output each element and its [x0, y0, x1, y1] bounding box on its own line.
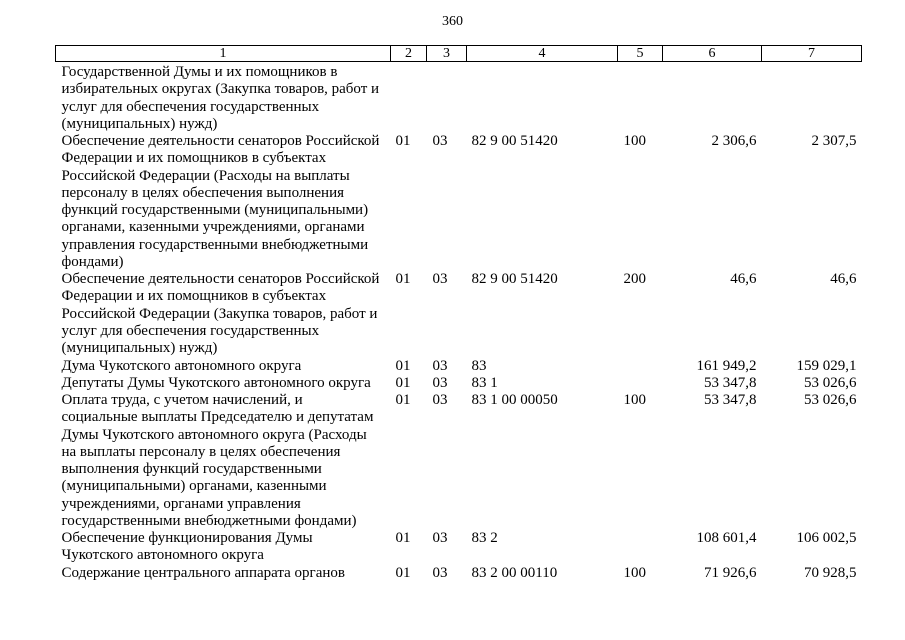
- section-code: 01: [395, 530, 411, 547]
- column-header-5: 5: [618, 46, 663, 62]
- expense-type-code: 100: [623, 133, 646, 150]
- subsection-code: 03: [432, 133, 448, 150]
- amount-col6: 53 347,8: [704, 392, 757, 409]
- description-line: (муниципальных) нужд): [61, 115, 218, 132]
- section-code: 01: [395, 271, 411, 288]
- description-line: на выплаты персоналу в целях обеспечения: [61, 443, 341, 460]
- description-line: органами, казенными учреждениями, органами: [61, 219, 365, 236]
- column-header-4: 4: [467, 46, 618, 62]
- description-line: учреждениями, органами управления: [61, 495, 301, 512]
- description-line: Дума Чукотского автономного округа: [61, 357, 302, 374]
- table-row: [56, 375, 862, 392]
- column-header-1: 1: [56, 46, 391, 62]
- target-article-code: 83 1 00 00050: [471, 392, 558, 409]
- amount-col7: 106 002,5: [796, 530, 857, 547]
- expense-type-code: 200: [623, 271, 646, 288]
- page-number: 360: [442, 14, 463, 29]
- description-line: государственными внебюджетными фондами): [61, 512, 357, 529]
- expense-type-code: 100: [623, 564, 646, 581]
- amount-col7: [762, 62, 862, 134]
- description-line: Государственной Думы и их помощников в: [61, 64, 338, 80]
- subsection-code: 03: [432, 271, 448, 288]
- expense-type-code: [618, 375, 663, 392]
- description-line: Российской Федерации (Расходы на выплаты: [61, 167, 350, 184]
- section-code: 01: [395, 133, 411, 150]
- description-line: фондами): [61, 253, 124, 270]
- table-row: [56, 358, 862, 375]
- table-header-row: [56, 46, 862, 62]
- expense-type-code: [618, 62, 663, 134]
- section-code: [391, 62, 427, 134]
- amount-col6: 2 306,6: [711, 133, 757, 150]
- row-description: [56, 565, 391, 582]
- description-line: (муниципальных) нужд): [61, 340, 218, 357]
- expense-type-code: 100: [623, 392, 646, 409]
- table-row: [56, 530, 862, 565]
- description-line: Содержание центрального аппарата органов: [61, 564, 345, 581]
- table-row: [56, 565, 862, 582]
- section-code: 01: [395, 357, 411, 374]
- section-code: 01: [395, 392, 411, 409]
- description-line: (муниципальными) органами, казенными: [61, 478, 327, 495]
- subsection-code: 03: [432, 374, 448, 391]
- amount-col7: 2 307,5: [811, 133, 857, 150]
- row-description: [56, 392, 391, 530]
- description-line: Обеспечение функционирования Думы: [61, 530, 313, 547]
- amount-col6: 161 949,2: [696, 357, 757, 374]
- target-article-code: 83 2 00 00110: [471, 564, 558, 581]
- description-line: социальные выплаты Председателю и депутатам: [61, 409, 374, 426]
- expense-type-code: [618, 530, 663, 565]
- table-row: [56, 133, 862, 271]
- amount-col7: 46,6: [830, 271, 857, 288]
- subsection-code: 03: [432, 357, 448, 374]
- budget-table: [55, 45, 862, 582]
- description-line: услуг для обеспечения государственных: [61, 322, 320, 339]
- description-line: избирательных округах (Закупка товаров, работ и: [61, 81, 380, 98]
- subsection-code: 03: [432, 530, 448, 547]
- description-line: Федерации и их помощников в субъектах: [61, 150, 327, 167]
- description-line: услуг для обеспечения государственных: [61, 98, 320, 115]
- row-description: [56, 271, 391, 357]
- description-line: Думы Чукотского автономного округа (Расходы: [61, 426, 367, 443]
- description-line: Российской Федерации (Закупка товаров, работ и: [61, 305, 378, 322]
- amount-col7: 70 928,5: [804, 564, 857, 581]
- table-row: [56, 62, 862, 134]
- amount-col7: 53 026,6: [804, 392, 857, 409]
- table-row: [56, 271, 862, 357]
- column-header-6: 6: [663, 46, 762, 62]
- description-line: Федерации и их помощников в субъектах: [61, 288, 327, 305]
- amount-col6: [663, 62, 762, 134]
- description-line: персоналу в целях обеспечения выполнения: [61, 184, 345, 201]
- row-description: [56, 62, 391, 134]
- section-code: 01: [395, 374, 411, 391]
- column-header-2: 2: [391, 46, 427, 62]
- expense-type-code: [618, 358, 663, 375]
- description-line: Оплата труда, с учетом начислений, и: [61, 392, 303, 409]
- amount-col6: 71 926,6: [704, 564, 757, 581]
- row-description: [56, 358, 391, 375]
- description-line: выполнения функций государственными: [61, 461, 322, 478]
- row-description: [56, 133, 391, 271]
- description-line: Чукотского автономного округа: [61, 547, 264, 564]
- amount-col7: 159 029,1: [796, 357, 857, 374]
- target-article-code: 83: [471, 357, 487, 374]
- amount-col6: 46,6: [730, 271, 757, 288]
- target-article-code: [467, 62, 618, 134]
- description-line: Депутаты Думы Чукотского автономного округа: [61, 374, 371, 391]
- amount-col6: 53 347,8: [704, 374, 757, 391]
- column-header-7: 7: [762, 46, 862, 62]
- subsection-code: 03: [432, 564, 448, 581]
- amount-col7: 53 026,6: [804, 374, 857, 391]
- target-article-code: 82 9 00 51420: [471, 271, 558, 288]
- row-description: [56, 530, 391, 565]
- column-header-3: 3: [427, 46, 467, 62]
- table-row: [56, 392, 862, 530]
- section-code: 01: [395, 564, 411, 581]
- subsection-code: 03: [432, 392, 448, 409]
- target-article-code: 82 9 00 51420: [471, 133, 558, 150]
- amount-col6: 108 601,4: [696, 530, 757, 547]
- row-description: [56, 375, 391, 392]
- description-line: Обеспечение деятельности сенаторов Российской: [61, 271, 380, 288]
- subsection-code: [427, 62, 467, 134]
- description-line: функций государственными (муниципальными): [61, 202, 369, 219]
- description-line: управления государственными внебюджетными: [61, 236, 369, 253]
- description-line: Обеспечение деятельности сенаторов Российской: [61, 133, 380, 150]
- target-article-code: 83 2: [471, 530, 498, 547]
- target-article-code: 83 1: [471, 374, 498, 391]
